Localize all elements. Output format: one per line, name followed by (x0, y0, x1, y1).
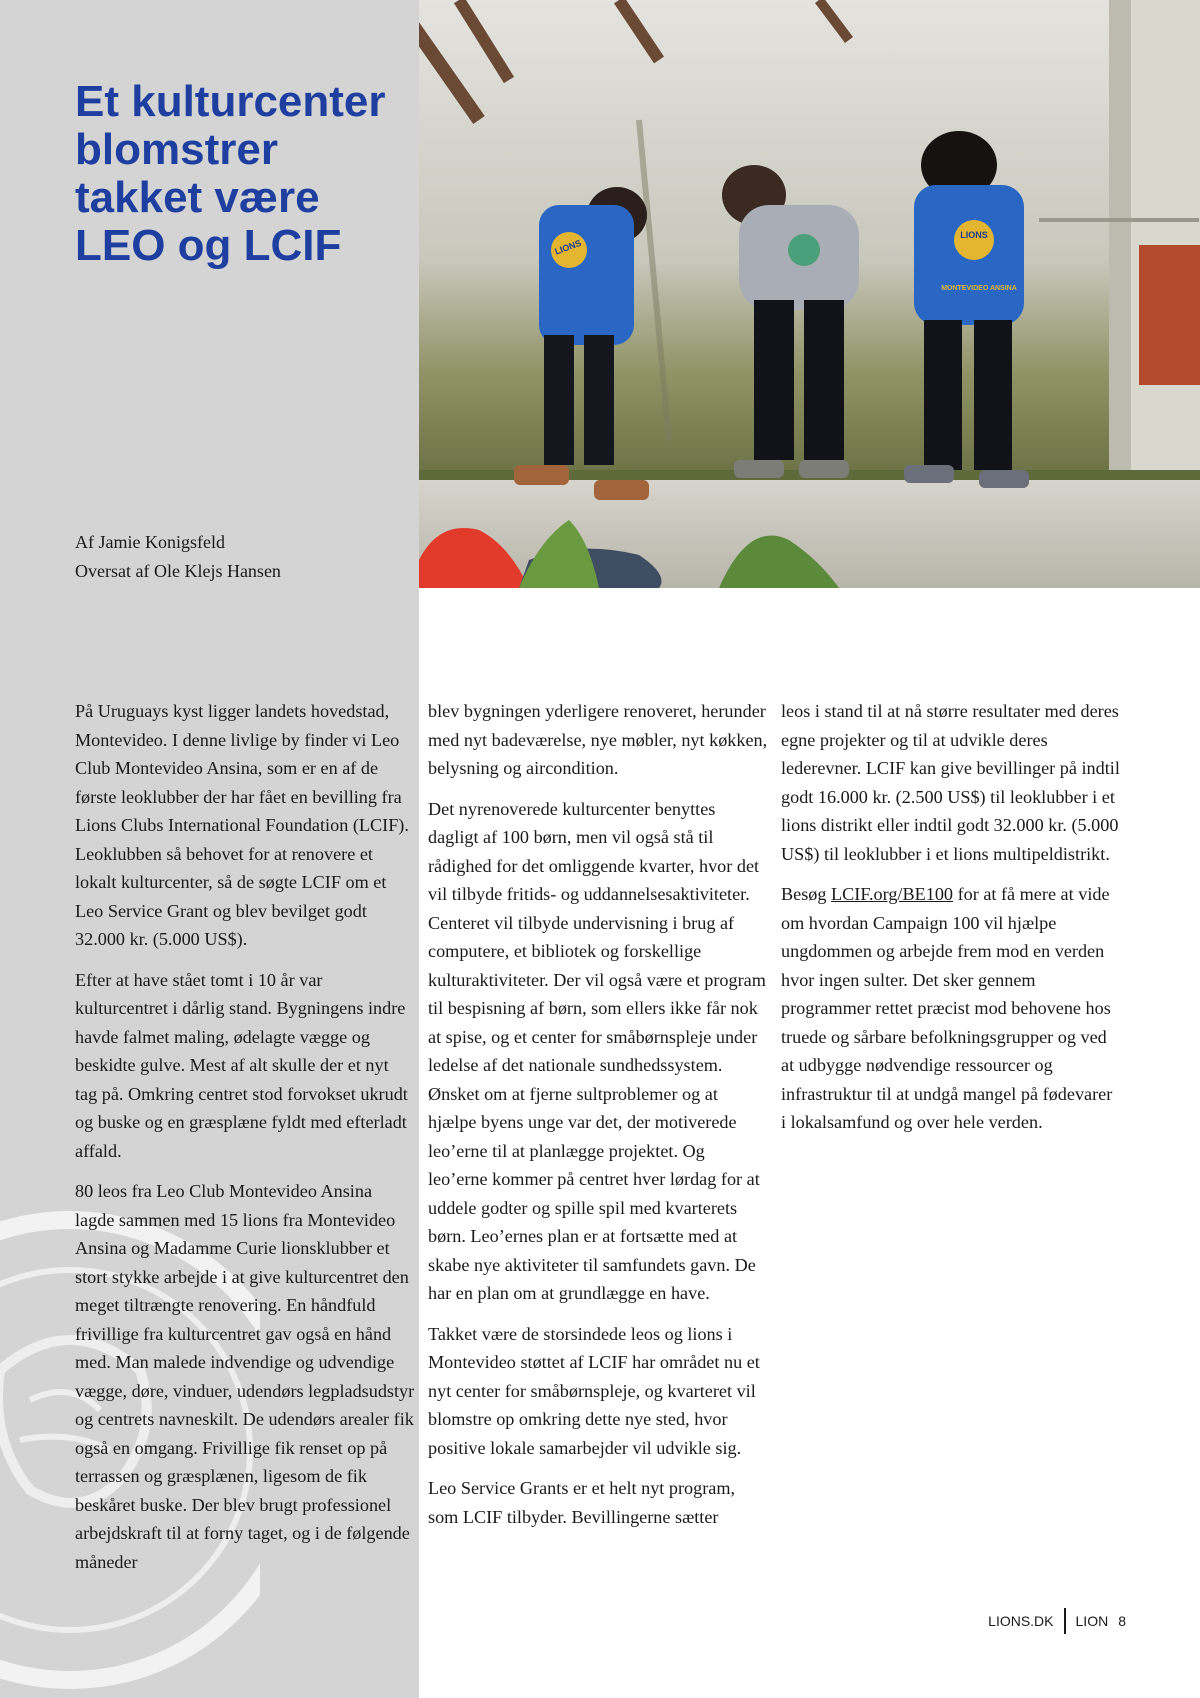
vest-text-left: LIONS (553, 237, 583, 257)
paragraph: Det nyrenoverede kulturcenter benyttes dagligt af 100 børn, men vil også stå til rådighed for det omliggende kvarter, hvor det vil tilbyde fritids- og uddannelsesaktiviteter. Centeret vil tilbyde undervisning i brug af computere, et bibliotek og forskellige kulturaktiviteter. Der vil også være et program til bespisning af børn, som ellers ikke får nok at spise, og et center for småbørnspleje under ledelse af det nationale sundhedssystem. Ønsket om at fjerne sultproblemer og at hjælpe byens unge var det, der motiverede leo’erne til at planlægge projektet. Og leo’erne kommer på centret hver lørdag for at uddele godter og spille spil med kvarterets børn. Leo’ernes plan er at fortsætte med at skabe nye aktiviteter til samfundets gavn. De har en plan om at grundlægge en have. (428, 798, 766, 1303)
footer-site: LIONS.DK (988, 1613, 1054, 1629)
paragraph: Leo Service Grants er et helt nyt program, som LCIF tilbyder. Bevillingerne sætter (428, 1478, 736, 1527)
article-column-3 (781, 697, 1121, 1149)
lcif-link[interactable]: LCIF.org/BE100 (831, 884, 954, 904)
paragraph-text: for at få mere at vide om hvordan Campaign 100 vil hjælpe ungdommen og arbejde frem mod en verden hvor ingen sulter. Det sker gennem programmer rettet præcist mod behovene hos truede og sårbare befolkningsgrupper og ved at udbygge nødvendige ressourcer og infrastruktur til at undgå mangel på fødevarer i lokalsamfund og over hele verden. (781, 884, 1113, 1132)
footer-divider (1064, 1608, 1066, 1634)
translator: Oversat af Ole Klejs Hansen (75, 561, 281, 581)
page-footer (988, 1606, 1126, 1636)
paragraph (781, 880, 1121, 1137)
article-column-1 (75, 697, 415, 1588)
page-number: 8 (1118, 1613, 1126, 1629)
footer-magazine: LION (1075, 1613, 1109, 1629)
article-title: Et kulturcenter blomstrer takket være LEO og LCIF (75, 77, 386, 270)
paragraph: blev bygningen yderligere renoveret, herunder med nyt badeværelse, nye møbler, nyt køkken, belysning og aircondition. (428, 701, 768, 778)
vest-club-text: MONTEVIDEO ANSINA (941, 285, 1017, 292)
article-photo (419, 0, 1200, 588)
author: Af Jamie Konigsfeld (75, 532, 225, 552)
paragraph: Takket være de storsindede leos og lions i Montevideo støttet af LCIF har området nu et nyt center for småbørnspleje, og kvarteret vil blomstre op omkring dette nye sted, hvor positive lokale samarbejder vil udvikle sig. (428, 1323, 760, 1458)
photo-illustration (419, 0, 1200, 588)
vest-text-right: LIONS (960, 230, 988, 240)
paragraph: 80 leos fra Leo Club Montevideo Ansina lagde sammen med 15 lions fra Montevideo Ansina og Madamme Curie lionsklubber et stort stykke arbejde i at give kulturcentret den meget tiltrængte renovering. En håndfuld frivillige fra kulturcentret gav også en hånd med. Man malede indvendige og udvendige vægge, døre, vinduer, udendørs legpladsudstyr og centrets navneskilt. De udendørs arealer fik også en omgang. Frivillige fik renset op på terrassen og græsplænen, ligesom de fik beskåret buske. Der blev brugt professionel arbejdskraft til at forny taget, og i de følgende måneder (75, 1181, 415, 1572)
paragraph: Efter at have stået tomt i 10 år var kulturcentret i dårlig stand. Bygningens indre havde falmet maling, ødelagte vægge og beskidte gulve. Mest af alt skulle der et nyt tag på. Omkring centret stod forvokset ukrudt og buske og en græsplæne fyldt med efterladt affald. (75, 969, 408, 1161)
article-column-2 (428, 697, 768, 1543)
byline (75, 528, 405, 586)
paragraph: På Uruguays kyst ligger landets hovedstad, Montevideo. I denne livlige by finder vi Leo Club Montevideo Ansina, som er en af de første leoklubber der har fået en bevilling fra Lions Clubs International Foundation (LCIF). Leoklubben så behovet for at renovere et lokalt kulturcenter, så de søgte LCIF om et Leo Service Grant og blev bevilget godt 32.000 kr. (5.000 US$). (75, 701, 409, 949)
paragraph-text: Besøg (781, 884, 832, 904)
paragraph: leos i stand til at nå større resultater med deres egne projekter og til at udvikle deres lederevner. LCIF kan give bevillinger på indtil godt 16.000 kr. (2.500 US$) til leoklubber i et lions distrikt eller indtil godt 32.000 kr. (5.000 US$) til leoklubber i et lions multipeldistrikt. (781, 701, 1120, 864)
